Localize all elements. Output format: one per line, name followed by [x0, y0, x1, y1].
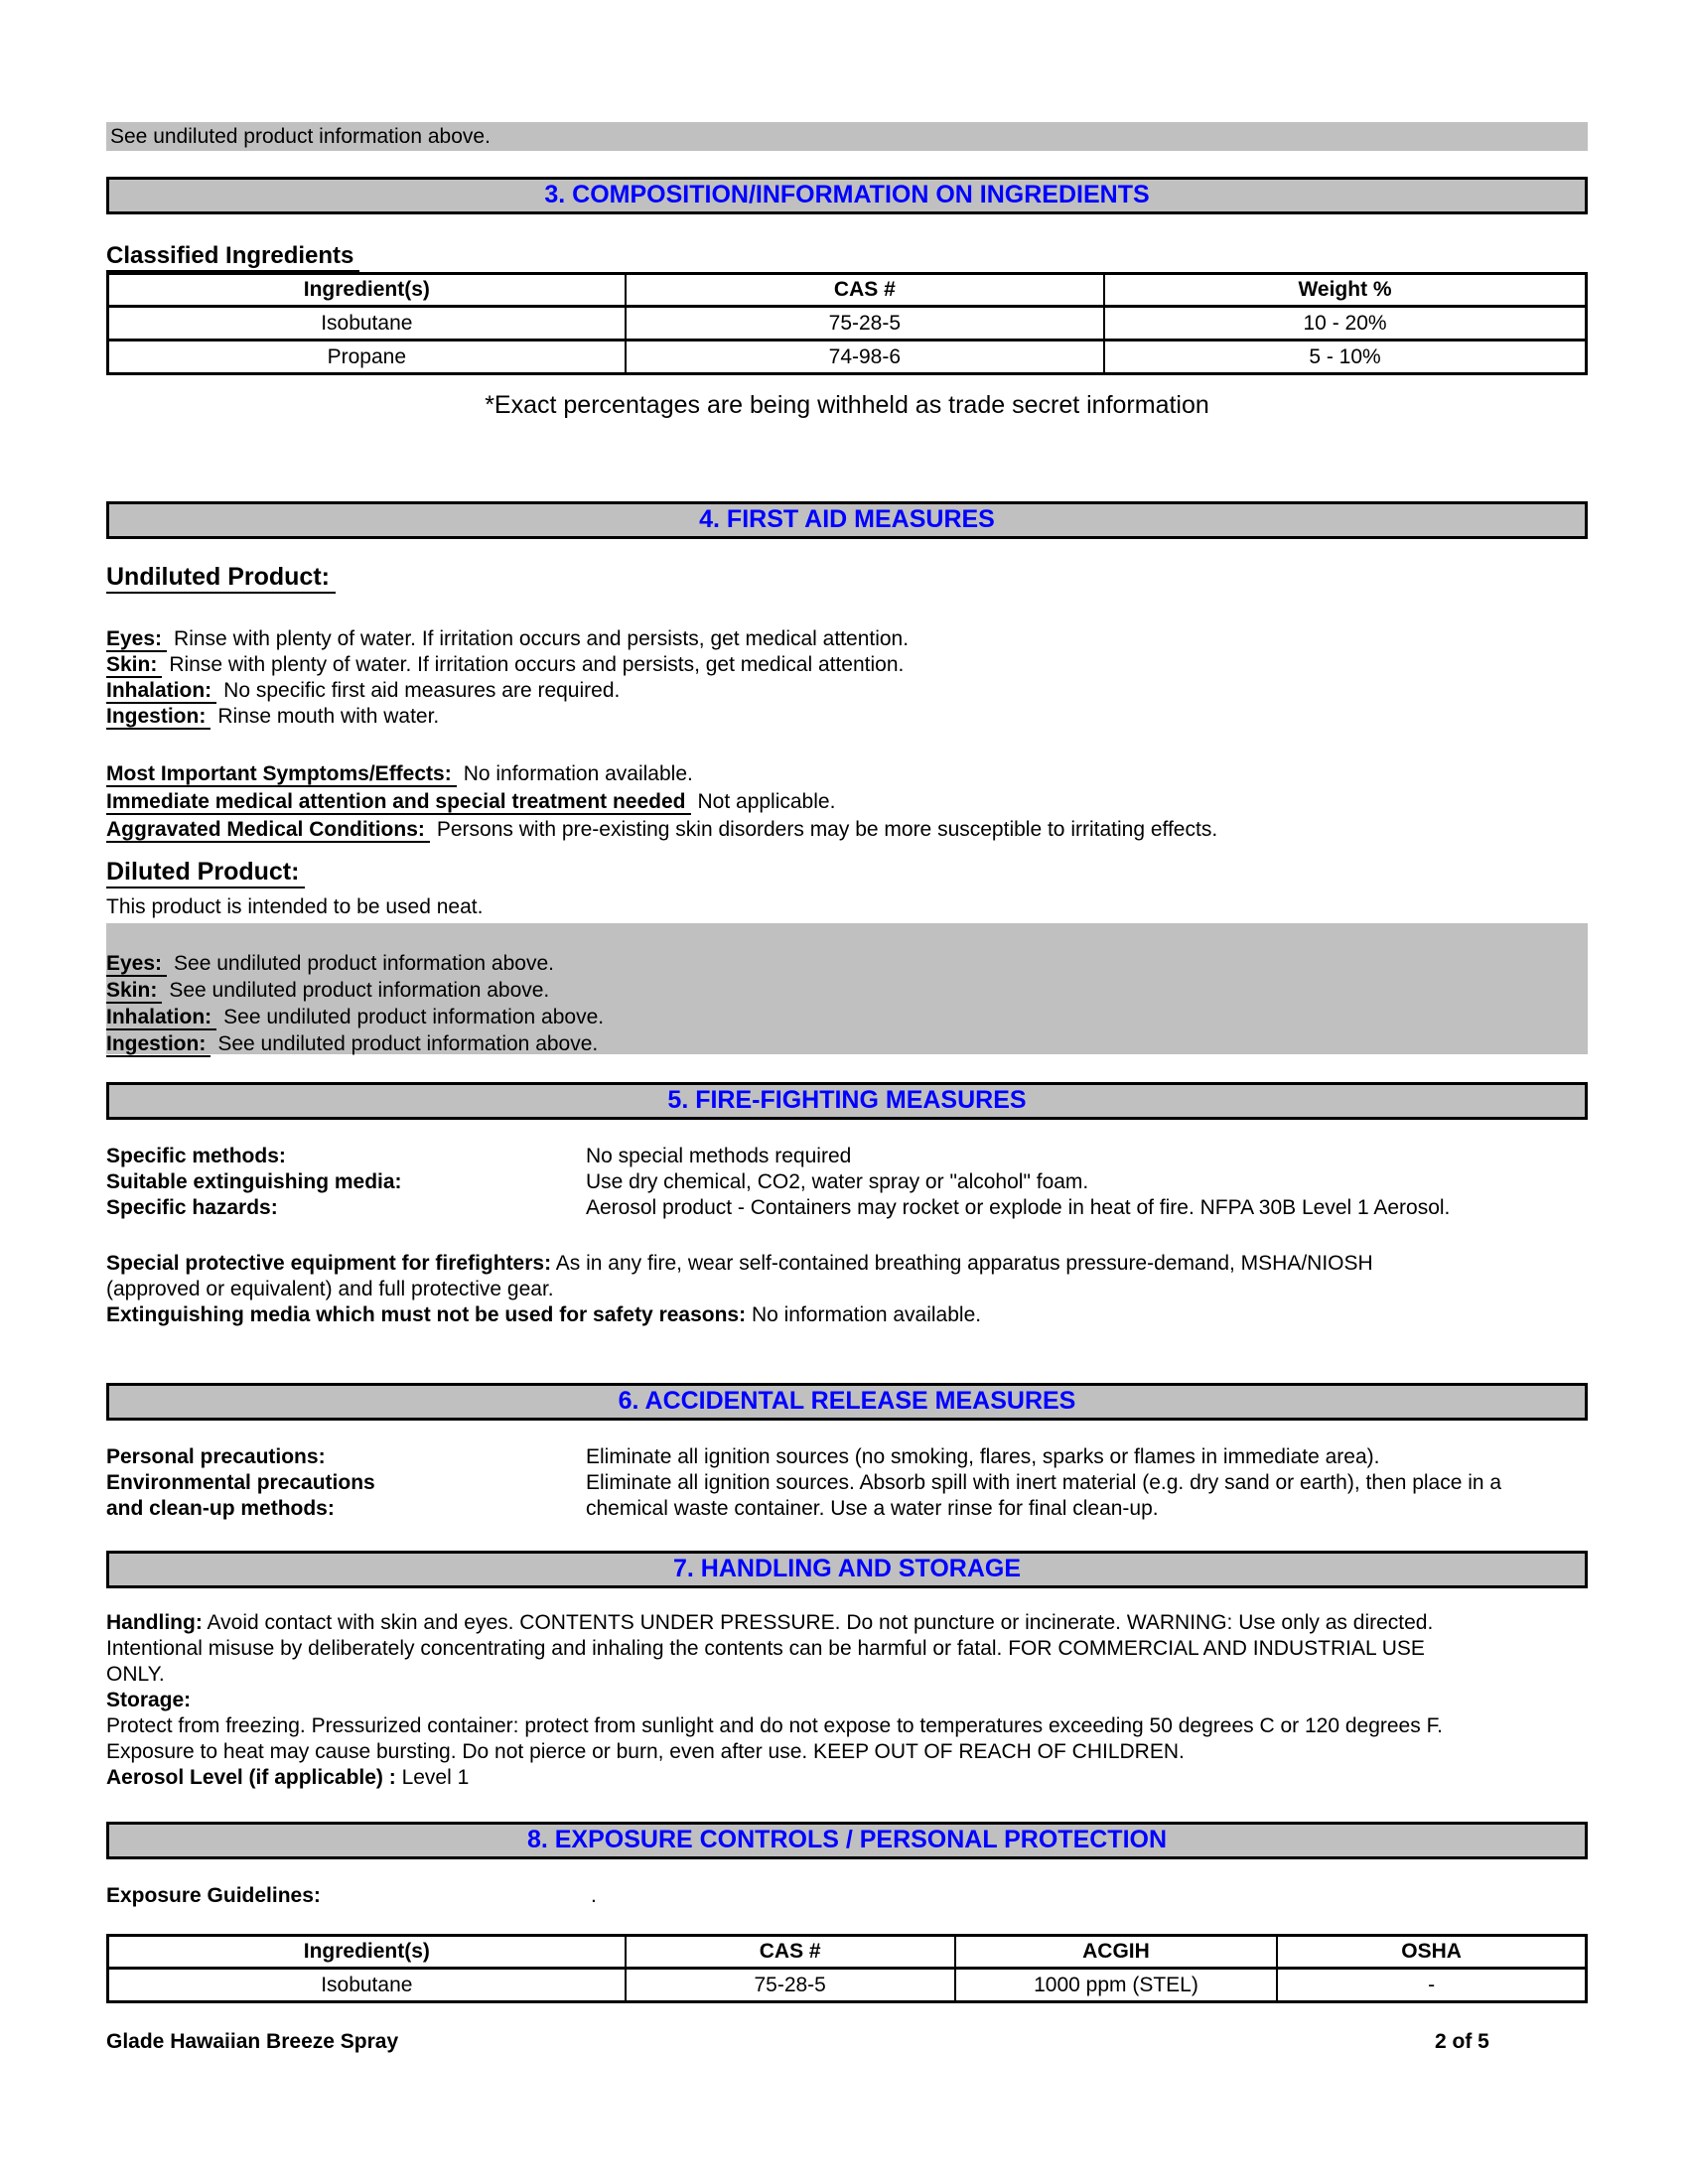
- medical-attention-line: [106, 788, 1588, 816]
- cell-weight: 10 - 20%: [1104, 307, 1586, 341]
- medical-attention-label: Immediate medical attention and special treatment needed: [106, 790, 691, 815]
- table-row: [108, 1969, 1587, 2002]
- ingestion-line: [106, 704, 1588, 730]
- eyes-label: Eyes:: [106, 627, 167, 652]
- col-ingredient: Ingredient(s): [108, 274, 626, 307]
- symptoms-text: No information available.: [463, 762, 693, 785]
- skin-text: Rinse with plenty of water. If irritation occurs and persists, get medical attention.: [169, 653, 905, 676]
- section5-header: [106, 1082, 1588, 1120]
- handling-line2: Intentional misuse by deliberately concentrating and inhaling the contents can be harmful or fatal. FOR COMMERCIAL AND INDUSTRIAL USE: [106, 1637, 1425, 1660]
- aggravated-conditions-text: Persons with pre-existing skin disorders may be more susceptible to irritating effects.: [436, 818, 1218, 841]
- ingestion-text: Rinse mouth with water.: [217, 705, 440, 728]
- environmental-precautions-label: Environmental precautions: [106, 1471, 375, 1494]
- undiluted-product-heading: Undiluted Product:: [106, 563, 1588, 594]
- ingestion-text: See undiluted product information above.: [217, 1032, 599, 1055]
- aggravated-conditions-label: Aggravated Medical Conditions:: [106, 818, 430, 843]
- cell-cas: 75-28-5: [626, 307, 1104, 341]
- section6-header: [106, 1383, 1588, 1421]
- specific-hazards-line: [106, 1195, 1588, 1221]
- ext-media-safety-label: Extinguishing media which must not be used for safety reasons:: [106, 1303, 747, 1326]
- undiluted-first-aid: [106, 626, 1588, 730]
- inhalation-text: See undiluted product information above.: [223, 1006, 605, 1028]
- diluted-note: This product is intended to be used neat.: [106, 895, 484, 918]
- symptoms-label: Most Important Symptoms/Effects:: [106, 762, 457, 787]
- cleanup-methods-line: [106, 1496, 1588, 1522]
- accidental-release-block: [106, 1444, 1588, 1522]
- cell-weight: 5 - 10%: [1104, 341, 1586, 374]
- inhalation-line: [106, 678, 1588, 704]
- handling-text1: Avoid contact with skin and eyes. CONTENTS UNDER PRESSURE. Do not puncture or incinerate. WARNING: Use only as directed.: [207, 1611, 1434, 1634]
- inhalation-text: No specific first aid measures are required.: [223, 679, 621, 702]
- cell-cas: 74-98-6: [626, 341, 1104, 374]
- section3-title: 3. COMPOSITION/INFORMATION ON INGREDIENTS: [544, 181, 1150, 208]
- classified-ingredients-heading: Classified Ingredients: [106, 242, 1588, 272]
- aerosol-level-label: Aerosol Level (if applicable) :: [106, 1766, 396, 1789]
- section7-title: 7. HANDLING AND STORAGE: [672, 1555, 1022, 1582]
- symptoms-line: [106, 760, 1588, 788]
- specific-methods-line: [106, 1144, 1588, 1169]
- special-equipment-text1: As in any fire, wear self-contained breathing apparatus pressure-demand, MSHA/NIOSH: [555, 1252, 1373, 1275]
- skin-line: [106, 977, 1588, 1004]
- section8-title: 8. EXPOSURE CONTROLS / PERSONAL PROTECTION: [526, 1826, 1168, 1853]
- specific-hazards-label: Specific hazards:: [106, 1196, 278, 1219]
- composition-table: [106, 272, 1588, 375]
- section6-title: 6. ACCIDENTAL RELEASE MEASURES: [618, 1387, 1076, 1415]
- undiluted-note-banner: See undiluted product information above.: [106, 122, 1588, 151]
- aerosol-level-value: Level 1: [401, 1766, 470, 1789]
- cell-ingredient: Isobutane: [108, 1969, 626, 2002]
- eyes-label: Eyes:: [106, 952, 167, 977]
- page-footer: [106, 2029, 1588, 2055]
- ingestion-label: Ingestion:: [106, 705, 211, 730]
- exposure-header-row: [108, 1936, 1587, 1969]
- symptoms-block: [106, 760, 1588, 844]
- skin-text: See undiluted product information above.: [169, 979, 550, 1002]
- exposure-guidelines-label: Exposure Guidelines:: [106, 1884, 321, 1907]
- eyes-text: Rinse with plenty of water. If irritation occurs and persists, get medical attention.: [174, 627, 910, 650]
- handling-line3: ONLY.: [106, 1663, 165, 1686]
- exposure-guidelines-dot: .: [591, 1884, 597, 1907]
- table-row: [108, 307, 1587, 341]
- cell-acgih: 1000 ppm (STEL): [955, 1969, 1278, 2002]
- ingestion-label: Ingestion:: [106, 1032, 211, 1057]
- cell-osha: -: [1277, 1969, 1586, 2002]
- diluted-product-heading: Diluted Product:: [106, 858, 1588, 888]
- col-weight: Weight %: [1104, 274, 1586, 307]
- section5-title: 5. FIRE-FIGHTING MEASURES: [667, 1086, 1027, 1114]
- environmental-precautions-value: Eliminate all ignition sources. Absorb spill with inert material (e.g. dry sand or earth), then place in a: [586, 1471, 1502, 1494]
- skin-label: Skin:: [106, 979, 162, 1004]
- section8-header: [106, 1822, 1588, 1859]
- trade-secret-note: *Exact percentages are being withheld as trade secret information: [485, 391, 1209, 419]
- storage-line2: Exposure to heat may cause bursting. Do not pierce or burn, even after use. KEEP OUT OF REACH OF CHILDREN.: [106, 1740, 1185, 1763]
- diluted-first-aid-block: [106, 923, 1588, 1054]
- extinguishing-media-label: Suitable extinguishing media:: [106, 1170, 402, 1193]
- col-cas: CAS #: [626, 1936, 955, 1969]
- cell-ingredient: Isobutane: [108, 307, 626, 341]
- aggravated-conditions-line: [106, 816, 1588, 844]
- inhalation-label: Inhalation:: [106, 679, 216, 704]
- aerosol-level-line: [106, 1765, 1588, 1791]
- specific-methods-label: Specific methods:: [106, 1145, 286, 1167]
- footer-product-name: Glade Hawaiian Breeze Spray: [106, 2030, 399, 2053]
- storage-line1: Protect from freezing. Pressurized container: protect from sunlight and do not expose to temperatures exceeding 50 degrees C or 120 degrees F.: [106, 1714, 1443, 1737]
- handling-line1: [106, 1610, 1588, 1636]
- skin-label: Skin:: [106, 653, 162, 678]
- cell-ingredient: Propane: [108, 341, 626, 374]
- section4-title: 4. FIRST AID MEASURES: [699, 505, 995, 533]
- ext-media-safety-value: No information available.: [751, 1303, 982, 1326]
- col-osha: OSHA: [1277, 1936, 1586, 1969]
- special-equipment-line2: (approved or equivalent) and full protective gear.: [106, 1278, 554, 1300]
- cleanup-methods-value: chemical waste container. Use a water rinse for final clean-up.: [586, 1497, 1159, 1520]
- handling-label: Handling:: [106, 1611, 203, 1634]
- eyes-text: See undiluted product information above.: [174, 952, 554, 975]
- extinguishing-media-value: Use dry chemical, CO2, water spray or "alcohol" foam.: [586, 1170, 1089, 1193]
- cell-cas: 75-28-5: [626, 1969, 955, 2002]
- extinguishing-media-line: [106, 1169, 1588, 1195]
- inhalation-line: [106, 1004, 1588, 1030]
- ext-media-safety-line: [106, 1302, 1588, 1328]
- exposure-table: [106, 1934, 1588, 2003]
- personal-precautions-label: Personal precautions:: [106, 1445, 326, 1468]
- ingestion-line: [106, 1030, 1588, 1057]
- exposure-guidelines-line: [106, 1883, 1588, 1909]
- table-row: [108, 341, 1587, 374]
- section3-header: [106, 177, 1588, 214]
- firefighter-equipment-block: [106, 1251, 1588, 1328]
- inhalation-label: Inhalation:: [106, 1006, 216, 1030]
- specific-methods-value: No special methods required: [586, 1145, 852, 1167]
- personal-precautions-value: Eliminate all ignition sources (no smoking, flares, sparks or flames in immediate area).: [586, 1445, 1380, 1468]
- composition-header-row: [108, 274, 1587, 307]
- special-equipment-line: [106, 1251, 1588, 1277]
- environmental-precautions-line: [106, 1470, 1588, 1496]
- storage-label: Storage:: [106, 1689, 192, 1711]
- personal-precautions-line: [106, 1444, 1588, 1470]
- cleanup-methods-label: and clean-up methods:: [106, 1497, 335, 1520]
- special-equipment-label: Special protective equipment for firefighters:: [106, 1252, 552, 1275]
- footer-page-number: 2 of 5: [1435, 2030, 1489, 2053]
- eyes-line: [106, 950, 1588, 977]
- col-ingredient: Ingredient(s): [108, 1936, 626, 1969]
- col-acgih: ACGIH: [955, 1936, 1278, 1969]
- specific-hazards-value: Aerosol product - Containers may rocket or explode in heat of fire. NFPA 30B Level 1 Aerosol.: [586, 1196, 1451, 1219]
- eyes-line: [106, 626, 1588, 652]
- medical-attention-text: Not applicable.: [697, 790, 836, 813]
- col-cas: CAS #: [626, 274, 1104, 307]
- section4-header: [106, 501, 1588, 539]
- handling-storage-block: [106, 1610, 1588, 1791]
- section7-header: [106, 1551, 1588, 1588]
- fire-fighting-block: [106, 1144, 1588, 1221]
- skin-line: [106, 652, 1588, 678]
